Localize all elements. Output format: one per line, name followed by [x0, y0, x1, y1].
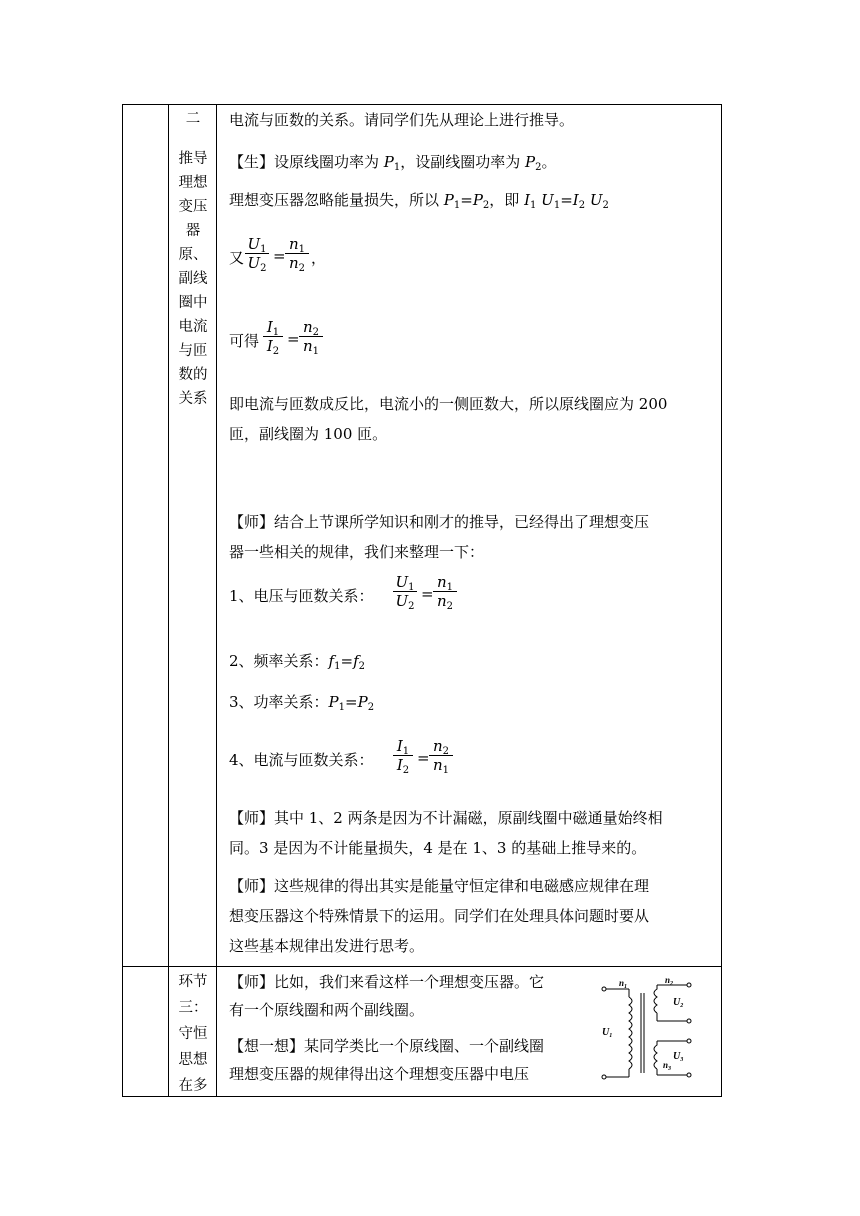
paragraph: 同。3 是因为不计能量损失，4 是在 1、3 的基础上推导来的。 — [229, 839, 647, 857]
equals-sign: = — [273, 247, 286, 265]
paragraph: 器一些相关的规律，我们来整理一下： — [229, 543, 485, 561]
label-line: 电流 — [178, 319, 208, 335]
fraction-n1-n2: $n_1$ $n_2$ — [433, 573, 457, 610]
paragraph-power-def: 【生】设原线圈功率为 $P_1$，设副线圈功率为 $P_2$。 — [229, 153, 557, 173]
label-line: 副线 — [178, 271, 208, 287]
column-divider-1 — [168, 105, 169, 1096]
label-line: 思想 — [178, 1052, 208, 1068]
label-you: 又 — [229, 249, 245, 267]
fraction-u1-u2: $U_1$ $U_2$ — [245, 235, 269, 272]
diagram-label-n2: $n_2$ — [665, 975, 674, 987]
paragraph: 想变压器这个特殊情景下的运用。同学们在处理具体问题时要从 — [229, 907, 650, 925]
paragraph-energy: 理想变压器忽略能量损失，所以 $P_1=P_2$，即 $I_1$ $U_1=I_2$ $U_2$ — [229, 191, 609, 211]
label-line: 三： — [178, 1000, 208, 1016]
paragraph: 【师】这些规律的得出其实是能量守恒定律和电磁感应规律在理 — [229, 877, 650, 895]
section2-label — [171, 107, 215, 411]
paragraph: 有一个原线圈和两个副线圈。 — [229, 1001, 425, 1019]
transformer-diagram — [599, 975, 711, 1085]
label-line: 环节 — [178, 974, 208, 990]
paragraph: 【师】结合上节课所学知识和刚才的推导，已经得出了理想变压 — [229, 513, 650, 531]
equals-sign: = — [287, 330, 300, 348]
section3-label — [171, 969, 215, 1099]
paragraph: 匝，副线圈为 100 匝。 — [229, 425, 388, 443]
label-line: 关系 — [178, 391, 208, 407]
section2-number: 二 — [185, 111, 201, 127]
paragraph: 这些基本规律出发进行思考。 — [229, 937, 425, 955]
rule-1: 1、电压与匝数关系： — [229, 587, 374, 605]
diagram-label-u2: $U_2$ — [673, 997, 684, 1009]
label-line: 数的 — [178, 367, 208, 383]
label-line: 推导 — [178, 151, 208, 167]
paragraph: 电流与匝数的关系。请同学们先从理论上进行推导。 — [229, 111, 575, 129]
comma: ， — [311, 249, 327, 267]
label-line: 守恒 — [178, 1026, 208, 1042]
label-kede: 可得 — [229, 332, 260, 350]
paragraph: 【师】其中 1、2 两条是因为不计漏磁，原副线圈中磁通量始终相 — [229, 809, 663, 827]
paragraph: 理想变压器的规律得出这个理想变压器中电压 — [229, 1065, 530, 1083]
rule-2: 2、频率关系：$f_1=f_2$ — [229, 652, 365, 672]
fraction-n1-n2: $n_1$ $n_2$ — [285, 235, 309, 272]
label-line: 原、 — [178, 247, 208, 263]
lesson-table — [122, 104, 722, 1097]
diagram-label-u1: $U_1$ — [602, 1027, 613, 1039]
fraction-n2-n1: $n_2$ $n_1$ — [299, 318, 323, 355]
label-line: 在多 — [178, 1078, 208, 1094]
rule-3: 3、功率关系：$P_1=P_2$ — [229, 693, 375, 713]
fraction-n2-n1: $n_2$ $n_1$ — [429, 737, 453, 774]
label-line: 理想 — [178, 175, 208, 191]
label-line: 圈中 — [178, 295, 208, 311]
fraction-i1-i2: $I_1$ $I_2$ — [393, 737, 413, 774]
paragraph: 【师】比如，我们来看这样一个理想变压器。它 — [229, 973, 545, 991]
diagram-label-n1: $n_1$ — [619, 978, 628, 990]
fraction-u1-u2: $U_1$ $U_2$ — [393, 573, 417, 610]
diagram-label-u3: $U_3$ — [673, 1051, 684, 1063]
paragraph: 【想一想】某同学类比一个原线圈、一个副线圈 — [229, 1037, 545, 1055]
label-line: 变压 — [178, 199, 208, 215]
diagram-label-n3: $n_3$ — [663, 1060, 672, 1072]
equals-sign: = — [421, 585, 434, 603]
label-line: 与匝 — [178, 343, 208, 359]
rule-4: 4、电流与匝数关系： — [229, 751, 374, 769]
column-divider-2 — [216, 105, 217, 1096]
fraction-i1-i2: $I_1$ $I_2$ — [263, 318, 283, 355]
paragraph: 即电流与匝数成反比，电流小的一侧匝数大，所以原线圈应为 200 — [229, 395, 668, 413]
label-line: 器 — [185, 223, 201, 239]
equals-sign: = — [417, 749, 430, 767]
